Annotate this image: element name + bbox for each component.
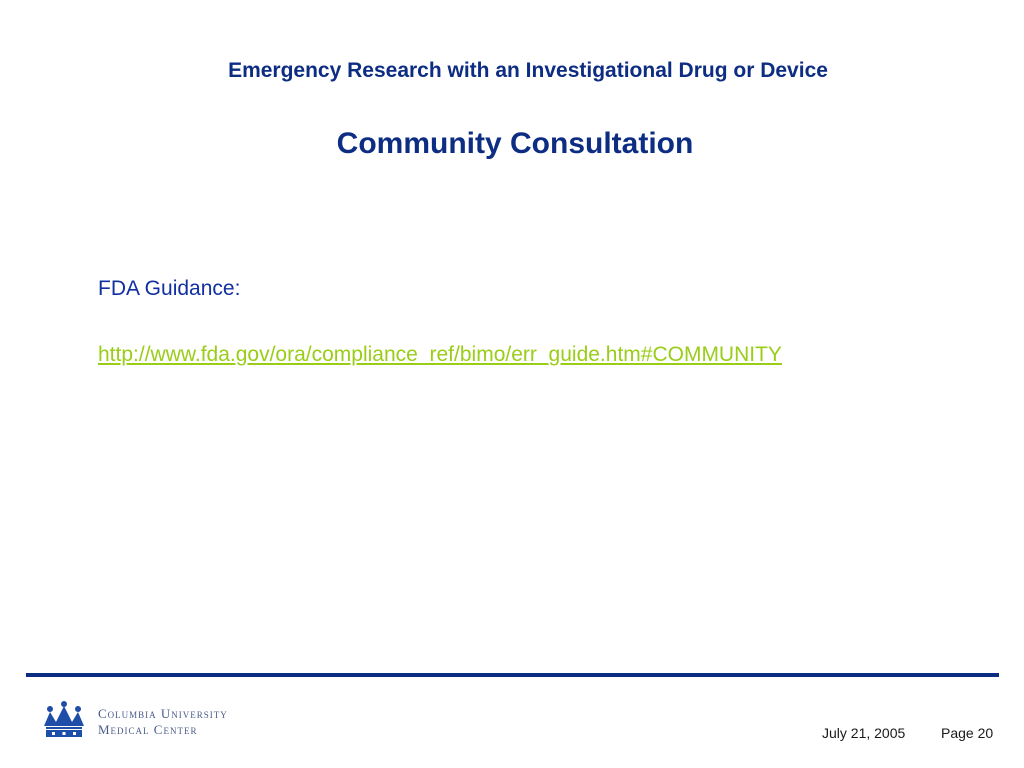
slide-title: Community Consultation: [336, 127, 694, 160]
crown-icon: [40, 700, 88, 740]
fda-guidance-link[interactable]: http://www.fda.gov/ora/compliance_ref/bimo/err_guide.htm#COMMUNITY: [98, 343, 782, 366]
slide-header: Emergency Research with an Investigational Drug or Device: [228, 59, 828, 82]
brand-line-2: Medical Center: [98, 722, 198, 737]
fda-guidance-label: FDA Guidance:: [98, 277, 241, 300]
footer-divider: [26, 673, 999, 677]
footer-date: July 21, 2005: [822, 725, 906, 741]
brand-wordmark: [98, 706, 228, 738]
page-number: Page 20: [941, 725, 994, 741]
brand-line-1: Columbia University: [98, 706, 228, 721]
